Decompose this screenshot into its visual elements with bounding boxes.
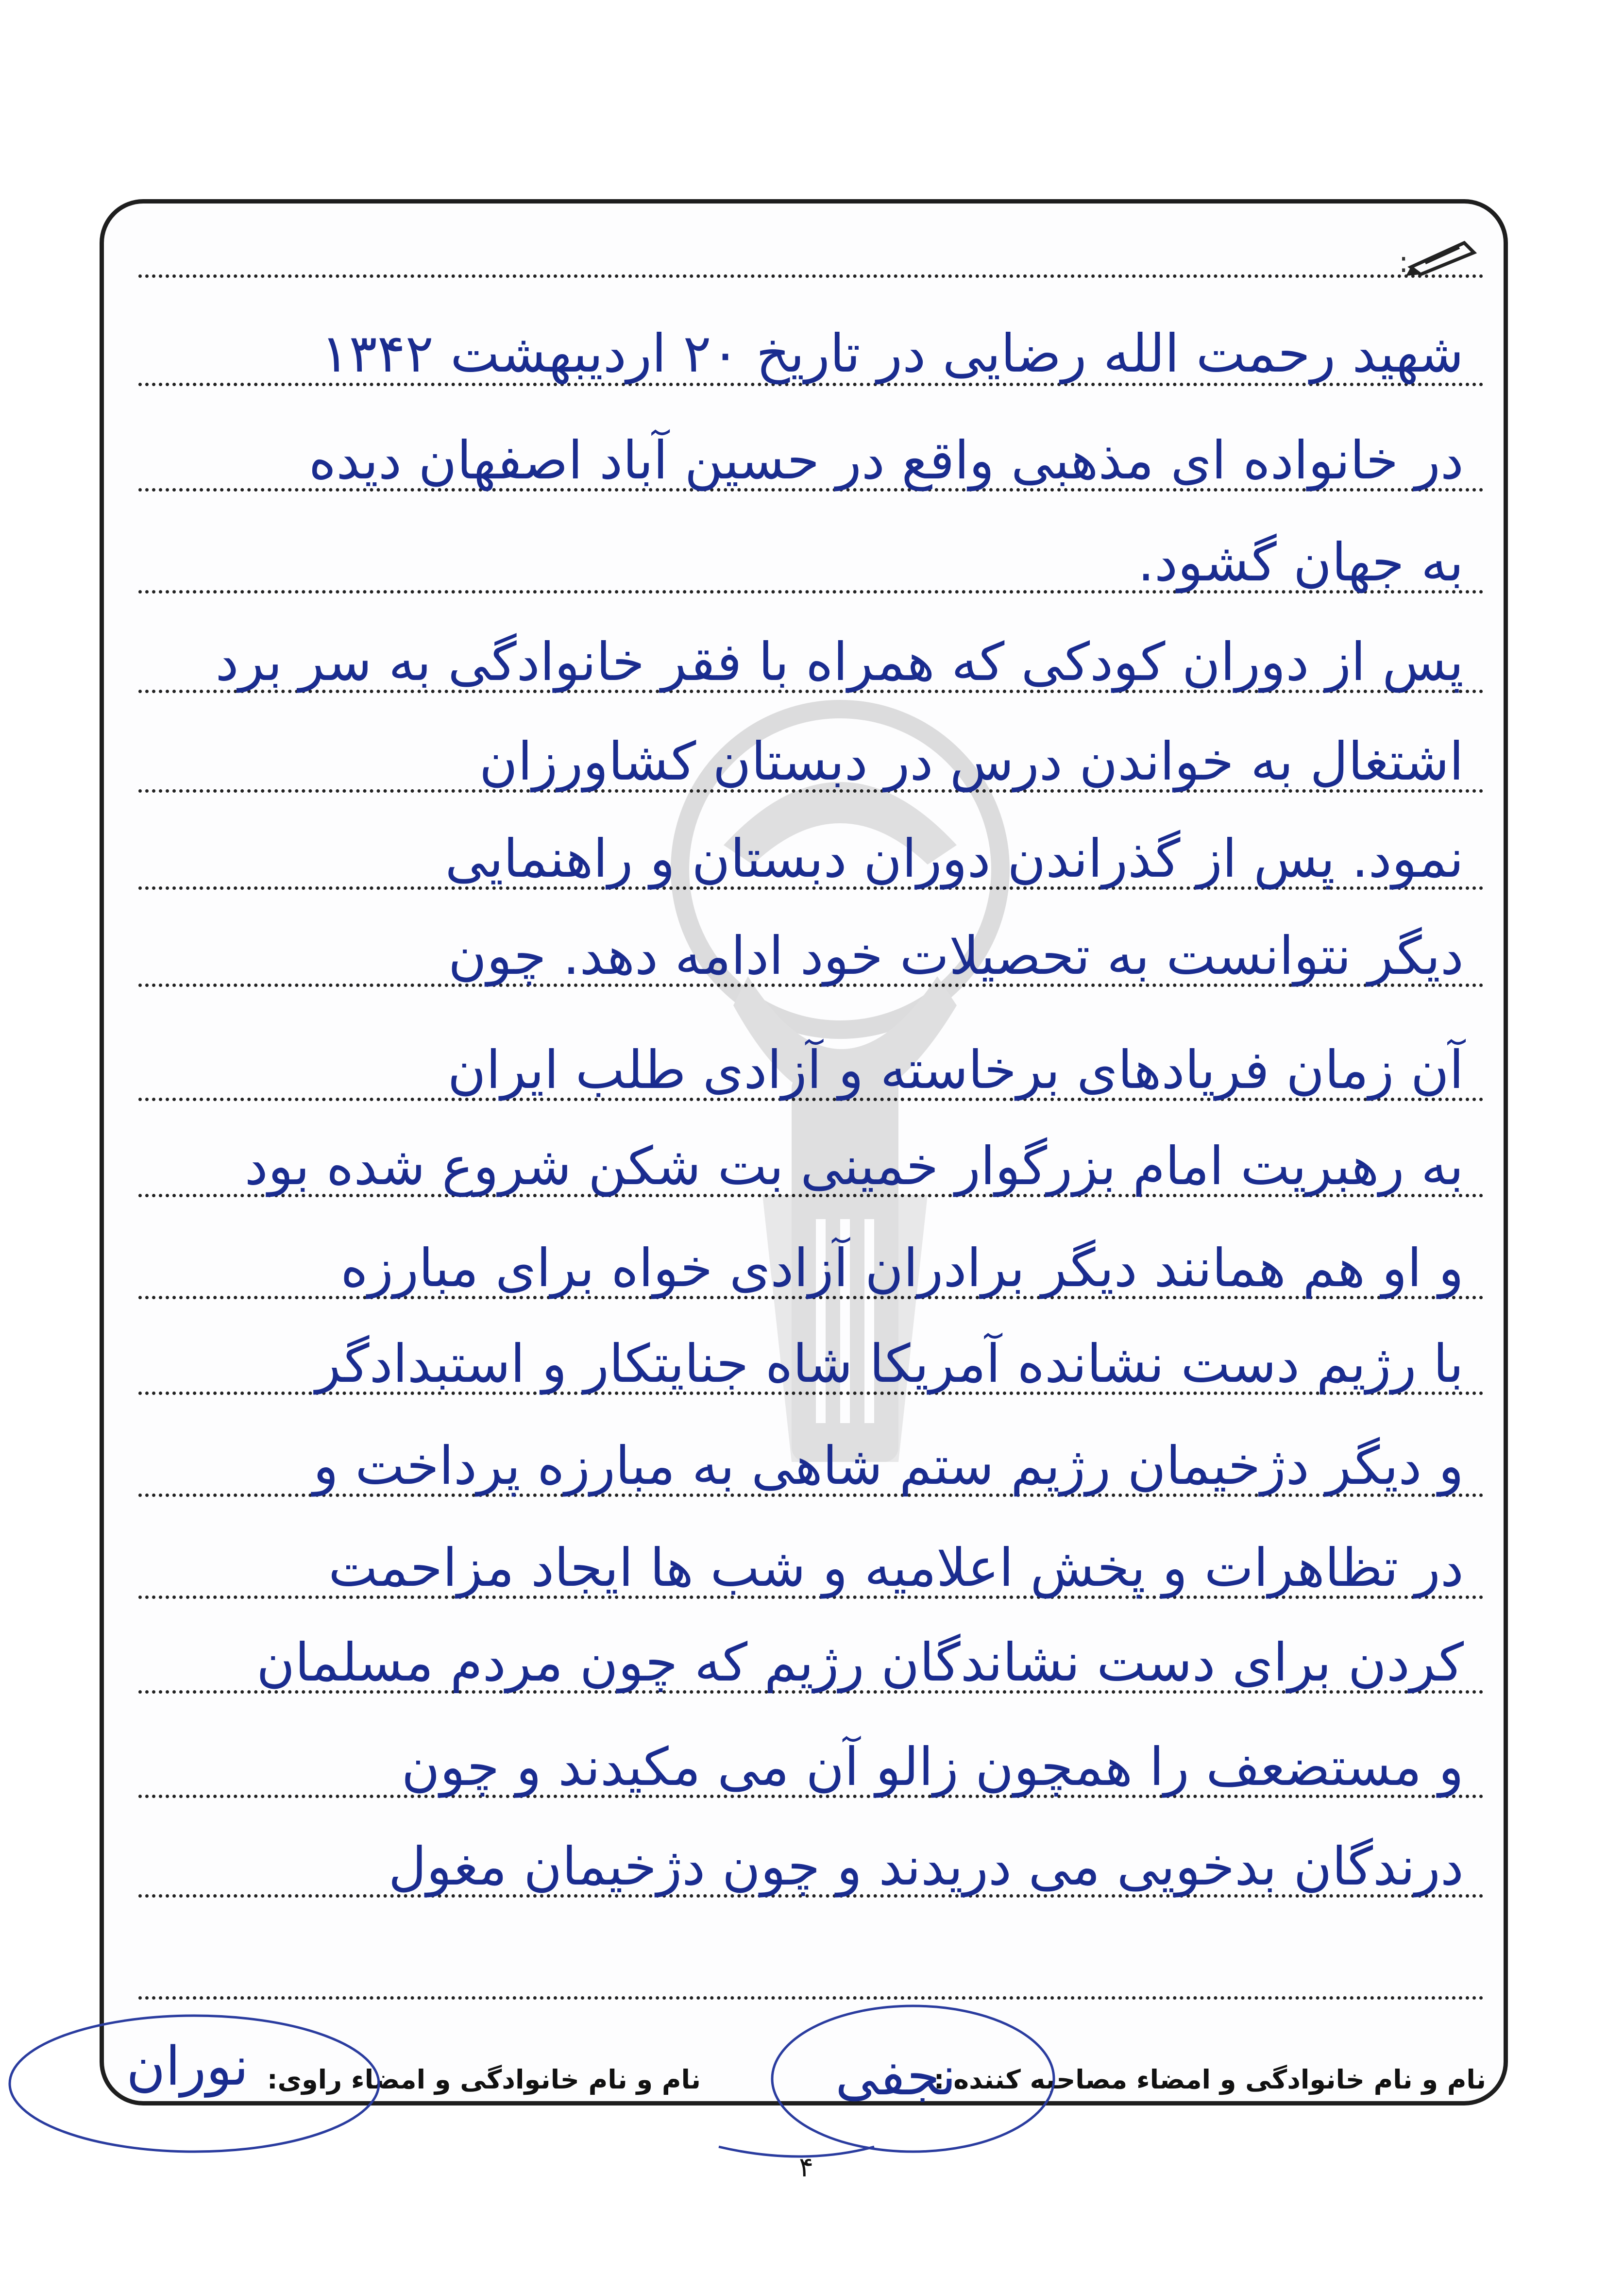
handwritten-line: درندگان بدخویی می دریدند و چون دژخیمان مغول: [388, 1836, 1464, 1897]
pen-icon: [1406, 233, 1484, 277]
handwritten-line: آن زمان فریادهای برخاسته و آزادی طلب ایران: [447, 1040, 1464, 1101]
handwritten-line: به رهبریت امام بزرگوار خمینی بت شکن شروع شده بود: [244, 1136, 1464, 1197]
handwritten-line: در خانواده ای مذهبی واقع در حسین آباد اصفهان دیده: [308, 430, 1464, 491]
dotted-rule: [138, 1996, 1484, 2000]
handwritten-line: اشتغال به خواندن درس در دبستان کشاورزان: [479, 731, 1464, 792]
page-number: ۴: [799, 2152, 814, 2183]
handwritten-line: و مستضعف را همچون زالو آن می مکیدند و چون: [401, 1737, 1464, 1798]
dotted-rule: [138, 274, 1484, 278]
narrator-signature: نوران: [126, 2035, 249, 2097]
handwritten-line: دیگر نتوانست به تحصیلات خود ادامه دهد. چون: [448, 926, 1464, 986]
handwritten-line: پس از دوران کودکی که همراه با فقر خانوادگی به سر برد: [215, 632, 1464, 693]
narrator-label: نام و نام خانوادگی و امضاء راوی:: [267, 2064, 701, 2095]
header-colon: :: [1399, 245, 1409, 279]
handwritten-line: به جهان گشود.: [1137, 532, 1464, 593]
interviewer-label: نام و نام خانوادگی و امضاء مصاحبه کننده :: [933, 2064, 1486, 2095]
handwritten-line: در تظاهرات و پخش اعلامیه و شب ها ایجاد مزاحمت: [328, 1538, 1464, 1598]
handwritten-line: و دیگر دژخیمان رژیم ستم شاهی به مبارزه پرداخت و: [313, 1436, 1464, 1496]
handwritten-line: نمود. پس از گذراندن دوران دبستان و راهنمایی: [445, 829, 1464, 889]
interviewer-signature: نجفی: [835, 2045, 956, 2107]
handwritten-line: و او هم همانند دیگر برادران آزادی خواه برای مبارزه: [340, 1238, 1464, 1299]
handwritten-line: کردن برای دست نشاندگان رژیم که چون مردم مسلمان: [256, 1632, 1464, 1693]
handwritten-line: شهید رحمت الله رضایی در تاریخ ۲۰ اردیبهشت ۱۳۴۲: [321, 323, 1464, 384]
handwritten-line: با رژیم دست نشانده آمریکا شاه جنایتکار و استبدادگر: [315, 1334, 1464, 1394]
signature-loops: [0, 2001, 1624, 2161]
